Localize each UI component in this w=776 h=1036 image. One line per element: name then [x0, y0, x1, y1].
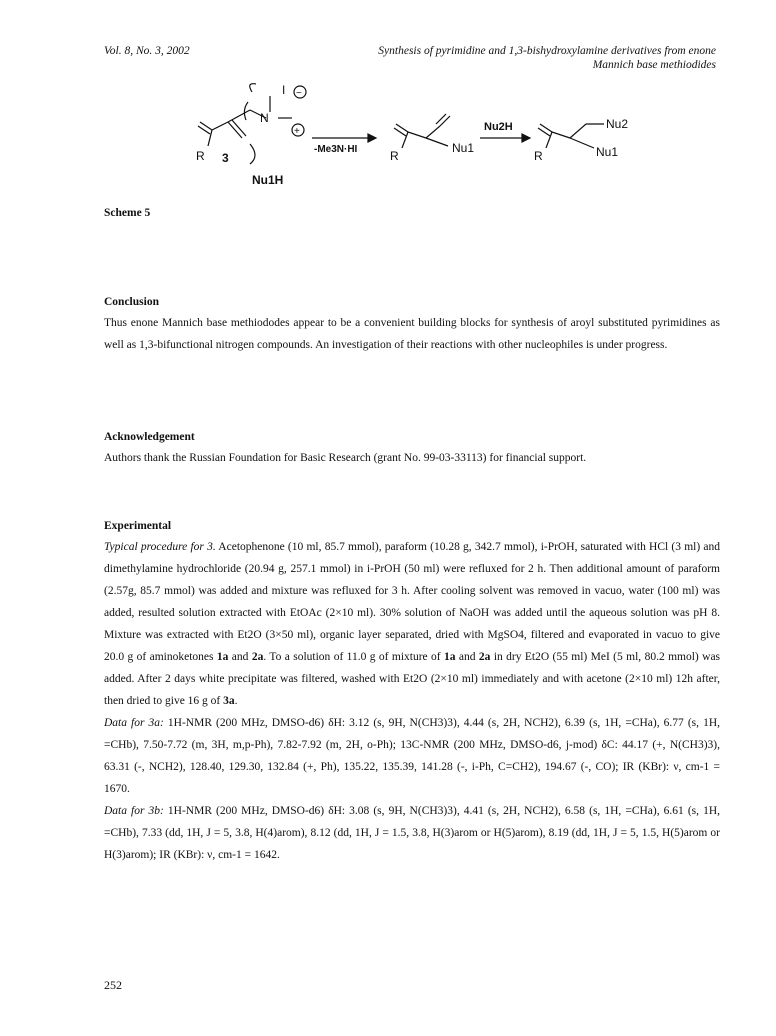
p1-backbone-1	[408, 132, 426, 138]
group-nu1-product1: Nu1	[452, 141, 475, 155]
procedure-and-2: and	[455, 651, 479, 663]
p2-backbone-2	[570, 124, 586, 138]
running-header-volume: Vol. 8, No. 3, 2002	[104, 45, 190, 57]
data-3b-paragraph	[104, 800, 720, 866]
group-nu1-product2: Nu1	[596, 145, 619, 159]
data-3a-text: 1H-NMR (200 MHz, DMSO-d6) δH: 3.12 (s, 9H, N(CH3)3), 4.44 (s, 2H, NCH2), 6.39 (s, 1H, =CHa), 6.77 (s, 1H, =CHb), 7.50-7.72 (m, 3H, m,p-Ph), 7.82-7.92 (m, 2H, o-Ph); 13C-NMR (200 MHz, DMSO-d6, j-mod) δC: 44.17 (+, N(CH3)3), 63.31 (-, NCH2), 128.40, 129.30, 132.84 (+, Ph), 135.22, 135.39, 141.28 (-, i-Ph, C=CH2), 194.67 (-, CO); IR (KBr): ν, cm-1 = 1670.	[104, 717, 720, 795]
procedure-text-b: . To a solution of 11.0 g of mixture of	[263, 651, 445, 663]
reagent-2-label: Nu2H	[484, 121, 513, 133]
procedure-text-c: in dry Et2O (55 ml) MeI (5 ml, 80.2 mmol) was added. After 2 days white precipitate was filtered, washed with Et2O (2×10 ml) immediately and with acetone (2×10 ml) 12h after, then dried to give 16 g of	[104, 651, 721, 707]
reaction-arrow-2-head	[522, 134, 530, 142]
p2-nu1-bond	[570, 138, 594, 148]
iodide-label: I	[282, 83, 286, 97]
reaction-scheme-drawing	[190, 80, 660, 200]
acknowledgement-text: Authors thank the Russian Foundation for Basic Research (grant No. 99-03-33113) for financial support.	[104, 452, 587, 464]
data-3a-lead: Data for 3a:	[104, 717, 164, 729]
conclusion-section	[104, 292, 720, 356]
page-number: 252	[104, 978, 122, 992]
scheme-caption: Scheme 5	[104, 207, 151, 219]
acknowledgement-section	[104, 427, 720, 469]
acknowledgement-title: Acknowledgement	[104, 431, 195, 443]
conclusion-text: Thus enone Mannich base methiododes appear to be a convenient building blocks for synthesis of aroyl substituted pyrimidines as well as 1,3-bifunctional nitrogen compounds. An investigation of their reactions with other nucleophiles is under progress.	[104, 317, 720, 351]
reaction-arrow-1-head	[368, 134, 376, 142]
plus-charge: +	[294, 126, 300, 137]
procedure-and-1: and	[228, 651, 252, 663]
electron-arrow-3	[250, 84, 256, 92]
data-3a-paragraph	[104, 712, 720, 800]
p1-vinyl	[440, 116, 450, 126]
substituent-r-3: R	[534, 149, 543, 163]
running-header-title-line2: Mannich base methiodides	[592, 59, 716, 71]
electron-arrow-2	[250, 144, 255, 164]
procedure-end: .	[234, 695, 238, 707]
data-3b-lead: Data for 3b:	[104, 805, 164, 817]
vinyl-double-bond	[232, 120, 246, 136]
compound-1a-second: 1a	[444, 651, 456, 663]
compound-2a-second: 2a	[478, 651, 491, 663]
backbone-bond-1	[212, 122, 228, 130]
substituent-r-2: R	[390, 149, 399, 163]
compound-label-3: 3	[222, 151, 229, 165]
p1-nu-bond	[426, 138, 448, 146]
experimental-section	[104, 516, 720, 866]
procedure-text-a: Acetophenone (10 ml, 85.7 mmol), paraform (10.28 g, 342.7 mmol), i-PrOH, saturated with HCl (3 ml) and dimethylamine hydrochloride (20.94 g, 257.1 mmol) in i-PrOH (50 ml) were refluxed for 2 h. Then additional amount of paraform (2.57g, 85.7 mmol) was added and mixture was refluxed for 3 h. After cooling solvent was removed in vacuo, water (100 ml) was added, resulted solution extracted with EtOAc (2×10 ml). 30% solution of NaOH was added until the aqueous solution was pH 8. Mixture was extracted with Et2O (3×50 ml), organic layer separated, dried with MgSO4, filtered and evaporated in vacuo to give 20.0 g of aminoketones	[104, 541, 720, 663]
vinyl-bond	[228, 122, 242, 138]
compound-1a: 1a	[216, 651, 229, 663]
minus-charge: −	[296, 88, 302, 99]
experimental-title: Experimental	[104, 520, 172, 532]
reaction-scheme	[190, 80, 660, 200]
compound-2a: 2a	[251, 651, 264, 663]
conclusion-title: Conclusion	[104, 296, 159, 308]
substituent-r-1: R	[196, 149, 205, 163]
ch2-bond	[228, 110, 250, 122]
p1-backbone-2	[426, 126, 440, 138]
data-3b-text: 1H-NMR (200 MHz, DMSO-d6) δH: 3.08 (s, 9H, N(CH3)3), 4.41 (s, 2H, NCH2), 6.58 (s, 1H, =CHa), 6.61 (s, 1H, =CHb), 7.33 (dd, 1H, J = 5, 3.8, H(4)arom), 8.12 (dd, 1H, J = 1.5, 3.8, H(3)arom or H(5)arom), 8.19 (dd, 1H, J = 5, 1.5, H(5)arom or H(3)arom); IR (KBr): ν, cm-1 = 1642.	[104, 805, 720, 861]
running-header-title	[296, 44, 716, 72]
atom-n: N	[260, 111, 269, 125]
nucleophile-label: Nu1H	[252, 173, 284, 187]
reagent-1-label: -Me3N·HI	[314, 144, 358, 155]
p1-vinyl-double	[436, 114, 446, 124]
running-header-title-line1: Synthesis of pyrimidine and 1,3-bishydroxylamine derivatives from enone	[378, 45, 716, 57]
procedure-lead: Typical procedure for 3.	[104, 541, 216, 553]
experimental-procedure	[104, 536, 720, 712]
p2-backbone-1	[552, 132, 570, 138]
compound-3a: 3a	[223, 695, 235, 707]
group-nu2-product2: Nu2	[606, 117, 629, 131]
